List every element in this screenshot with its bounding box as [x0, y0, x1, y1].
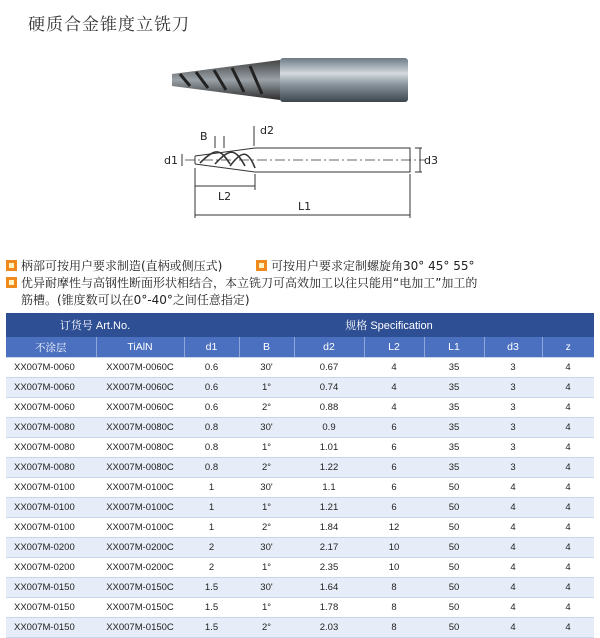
column-header: 不涂层 — [6, 337, 96, 358]
table-cell: 2° — [239, 518, 294, 538]
table-cell: 3 — [484, 438, 542, 458]
table-cell: XX007M-0150 — [6, 618, 96, 638]
column-header: L1 — [424, 337, 484, 358]
table-cell: 35 — [424, 418, 484, 438]
table-cell: 30' — [239, 538, 294, 558]
table-cell: XX007M-0150C — [96, 618, 184, 638]
table-cell: 35 — [424, 398, 484, 418]
spec-table — [6, 313, 594, 638]
table-cell: 30' — [239, 578, 294, 598]
table-cell: 4 — [542, 578, 594, 598]
table-cell: 50 — [424, 518, 484, 538]
table-cell: 4 — [542, 398, 594, 418]
table-cell: 1° — [239, 498, 294, 518]
table-cell: 4 — [484, 498, 542, 518]
table-cell: 3 — [484, 398, 542, 418]
table-cell: 10 — [364, 558, 424, 578]
table-cell: XX007M-0150C — [96, 598, 184, 618]
table-cell: 1 — [184, 498, 239, 518]
table-cell: 30' — [239, 358, 294, 378]
order-number-header: 订货号 Art.No. — [6, 313, 184, 337]
table-cell: 4 — [542, 458, 594, 478]
table-cell: 4 — [542, 498, 594, 518]
table-cell: XX007M-0080C — [96, 418, 184, 438]
column-header: L2 — [364, 337, 424, 358]
table-cell: 6 — [364, 458, 424, 478]
table-row — [6, 578, 594, 598]
dim-label-d1: d1 — [164, 154, 178, 167]
table-cell: 6 — [364, 498, 424, 518]
table-cell: 1.21 — [294, 498, 364, 518]
table-cell: 8 — [364, 618, 424, 638]
table-cell: XX007M-0200 — [6, 538, 96, 558]
table-cell: 4 — [364, 378, 424, 398]
table-cell: 1° — [239, 438, 294, 458]
table-cell: XX007M-0100C — [96, 498, 184, 518]
table-cell: 6 — [364, 478, 424, 498]
table-cell: 1.01 — [294, 438, 364, 458]
note-wear: 优异耐摩性与高钢性断面形状相结合，本立铣刀可高效加工以往只能用“电加工”加工的 — [21, 276, 478, 290]
table-cell: 35 — [424, 378, 484, 398]
table-cell: 35 — [424, 358, 484, 378]
table-cell: 4 — [484, 518, 542, 538]
table-cell: 0.74 — [294, 378, 364, 398]
table-cell: 35 — [424, 458, 484, 478]
note-shank: 柄部可按用户要求制造(直柄或侧压式) — [21, 259, 223, 273]
table-cell: 0.8 — [184, 438, 239, 458]
table-cell: XX007M-0100 — [6, 478, 96, 498]
feature-notes — [6, 258, 596, 309]
table-cell: XX007M-0200C — [96, 538, 184, 558]
table-cell: 30' — [239, 418, 294, 438]
table-cell: 1 — [184, 478, 239, 498]
table-cell: 2° — [239, 398, 294, 418]
table-row — [6, 398, 594, 418]
square-bullet-icon — [6, 260, 17, 271]
table-row — [6, 498, 594, 518]
table-cell: 4 — [542, 438, 594, 458]
table-cell: XX007M-0100C — [96, 478, 184, 498]
column-header: B — [239, 337, 294, 358]
table-cell: 2 — [184, 558, 239, 578]
table-cell: 4 — [542, 478, 594, 498]
table-cell: 4 — [542, 558, 594, 578]
spec-header: 规格 Specification — [184, 313, 594, 337]
table-cell: XX007M-0080 — [6, 458, 96, 478]
table-cell: 1° — [239, 558, 294, 578]
table-cell: 1 — [184, 518, 239, 538]
column-header: d3 — [484, 337, 542, 358]
table-cell: 1.64 — [294, 578, 364, 598]
table-cell: 0.8 — [184, 458, 239, 478]
end-mill-photo — [160, 50, 420, 110]
table-cell: XX007M-0060C — [96, 378, 184, 398]
table-cell: 30' — [239, 478, 294, 498]
table-cell: XX007M-0100C — [96, 518, 184, 538]
table-cell: XX007M-0100 — [6, 518, 96, 538]
table-cell: 1.5 — [184, 598, 239, 618]
column-header: d2 — [294, 337, 364, 358]
table-cell: 8 — [364, 578, 424, 598]
table-row — [6, 358, 594, 378]
table-cell: 35 — [424, 438, 484, 458]
table-cell: XX007M-0060C — [96, 398, 184, 418]
column-header: TiAlN — [96, 337, 184, 358]
table-row — [6, 438, 594, 458]
table-cell: 4 — [364, 398, 424, 418]
table-cell: 50 — [424, 498, 484, 518]
square-bullet-icon — [6, 277, 17, 288]
table-cell: 1.1 — [294, 478, 364, 498]
table-cell: 4 — [484, 618, 542, 638]
table-cell: 1° — [239, 598, 294, 618]
table-cell: 0.6 — [184, 378, 239, 398]
table-cell: 50 — [424, 598, 484, 618]
square-bullet-icon — [256, 260, 267, 271]
table-row — [6, 458, 594, 478]
table-cell: 6 — [364, 418, 424, 438]
dim-label-L2: L2 — [218, 190, 232, 203]
table-cell: 4 — [364, 358, 424, 378]
table-row — [6, 618, 594, 638]
table-cell: 1.84 — [294, 518, 364, 538]
table-cell: 0.88 — [294, 398, 364, 418]
dim-label-L1: L1 — [298, 200, 312, 213]
dimension-drawing — [160, 118, 450, 228]
table-cell: 4 — [542, 518, 594, 538]
table-cell: 4 — [484, 598, 542, 618]
dim-label-B: B — [200, 130, 208, 143]
table-cell: 4 — [484, 558, 542, 578]
table-cell: 1.5 — [184, 578, 239, 598]
table-cell: 0.8 — [184, 418, 239, 438]
table-cell: 8 — [364, 598, 424, 618]
table-cell: 0.6 — [184, 358, 239, 378]
note-wear-cont: 筋槽。(锥度数可以在0°-40°之间任意指定) — [21, 293, 250, 307]
table-cell: 4 — [542, 378, 594, 398]
table-cell: 4 — [484, 538, 542, 558]
table-row — [6, 538, 594, 558]
table-cell: 4 — [542, 618, 594, 638]
table-row — [6, 418, 594, 438]
table-cell: 1.78 — [294, 598, 364, 618]
table-cell: XX007M-0080C — [96, 458, 184, 478]
table-cell: XX007M-0060 — [6, 378, 96, 398]
table-cell: 1.22 — [294, 458, 364, 478]
table-cell: 0.67 — [294, 358, 364, 378]
table-cell: XX007M-0080 — [6, 438, 96, 458]
table-cell: 50 — [424, 538, 484, 558]
table-cell: 2° — [239, 618, 294, 638]
table-cell: XX007M-0060 — [6, 398, 96, 418]
table-row — [6, 378, 594, 398]
table-cell: 2.35 — [294, 558, 364, 578]
table-cell: 4 — [542, 418, 594, 438]
table-cell: 3 — [484, 378, 542, 398]
table-cell: XX007M-0150 — [6, 598, 96, 618]
table-cell: 1° — [239, 378, 294, 398]
column-header: z — [542, 337, 594, 358]
dim-label-d3: d3 — [424, 154, 438, 167]
table-cell: 3 — [484, 358, 542, 378]
table-cell: 4 — [542, 538, 594, 558]
dim-label-d2: d2 — [260, 124, 274, 137]
table-cell: 4 — [484, 478, 542, 498]
table-cell: XX007M-0080 — [6, 418, 96, 438]
table-cell: XX007M-0150C — [96, 578, 184, 598]
table-cell: XX007M-0060 — [6, 358, 96, 378]
table-cell: 4 — [484, 578, 542, 598]
table-cell: 1.5 — [184, 618, 239, 638]
table-cell: 50 — [424, 618, 484, 638]
table-cell: 4 — [542, 598, 594, 618]
table-cell: XX007M-0150 — [6, 578, 96, 598]
table-cell: 2.17 — [294, 538, 364, 558]
table-cell: 12 — [364, 518, 424, 538]
table-row — [6, 518, 594, 538]
table-cell: 4 — [542, 358, 594, 378]
table-cell: 2° — [239, 458, 294, 478]
table-cell: XX007M-0100 — [6, 498, 96, 518]
table-cell: 3 — [484, 418, 542, 438]
table-cell: 0.9 — [294, 418, 364, 438]
table-cell: 0.6 — [184, 398, 239, 418]
table-row — [6, 478, 594, 498]
column-header: d1 — [184, 337, 239, 358]
table-cell: XX007M-0080C — [96, 438, 184, 458]
table-cell: 50 — [424, 578, 484, 598]
table-cell: 2 — [184, 538, 239, 558]
table-cell: 50 — [424, 478, 484, 498]
table-cell: 10 — [364, 538, 424, 558]
table-cell: 50 — [424, 558, 484, 578]
page-title: 硬质合金锥度立铣刀 — [28, 15, 190, 35]
table-cell: XX007M-0200 — [6, 558, 96, 578]
table-cell: XX007M-0200C — [96, 558, 184, 578]
table-row — [6, 558, 594, 578]
table-cell: 3 — [484, 458, 542, 478]
table-cell: 6 — [364, 438, 424, 458]
table-row — [6, 598, 594, 618]
table-cell: XX007M-0060C — [96, 358, 184, 378]
table-cell: 2.03 — [294, 618, 364, 638]
note-helix: 可按用户要求定制螺旋角30° 45° 55° — [271, 259, 475, 273]
